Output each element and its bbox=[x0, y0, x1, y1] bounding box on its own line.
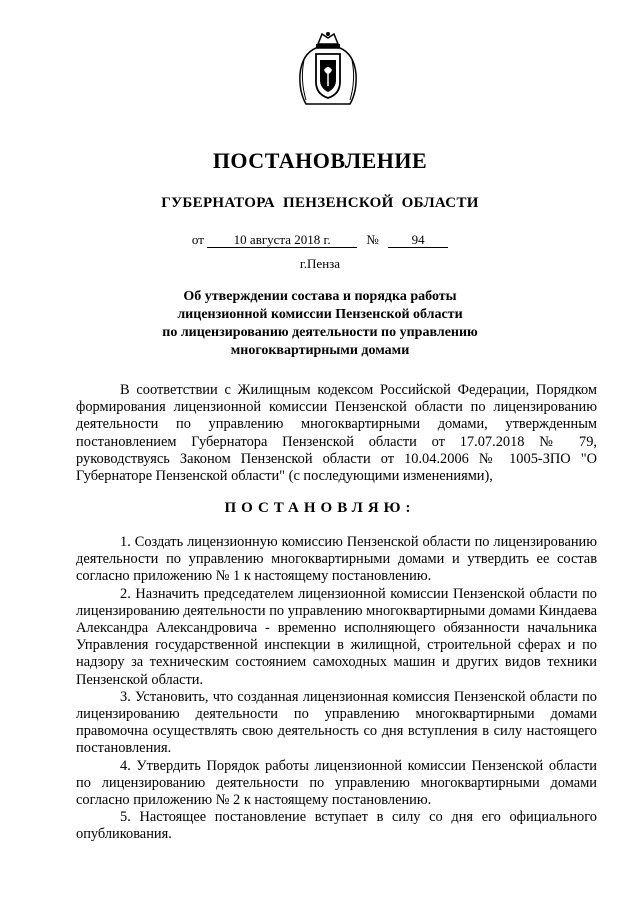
date-number-line bbox=[0, 232, 640, 248]
document-heading bbox=[140, 288, 500, 360]
number-label: № bbox=[366, 232, 379, 247]
date-prefix: от bbox=[191, 232, 204, 247]
penza-coat-of-arms-icon bbox=[296, 30, 360, 108]
decree-item: 2. Назначить председателем лицензионной комиссии Пензенской области по лицензированию деятельности по управлению многоквартирными домами Киндаева Александра Александровича - временно исполняющего обязанности начальника Управления государственной инспекции в жилищной, строительной сферах и по надзору за техническим состоянием самоходных машин и других видов техники Пензенской области. bbox=[76, 585, 597, 688]
document-city: г.Пенза bbox=[299, 256, 341, 271]
decree-items bbox=[76, 534, 597, 844]
preamble bbox=[76, 382, 597, 485]
decree-item: 1. Создать лицензионную комиссию Пензенской области по лицензированию деятельности по управлению многоквартирными домами и утвердить ее состав согласно приложению № 1 к настоящему постановлению. bbox=[76, 534, 597, 585]
decree-item: 3. Установить, что созданная лицензионная комиссия Пензенской области по лицензированию деятельности по управлению многоквартирными домами правомочна осуществлять свою деятельность со дня вступления в силу настоящего постановления. bbox=[76, 688, 597, 757]
decree-item: 4. Утвердить Порядок работы лицензионной комиссии Пензенской области по лицензированию деятельности по управлению многоквартирными домами согласно приложению № 2 к настоящему постановлению. bbox=[76, 757, 597, 809]
heading-line: лицензионной комиссии Пензенской области bbox=[177, 307, 463, 322]
decree-item: 5. Настоящее постановление вступает в силу со дня его официального опубликования. bbox=[76, 809, 597, 843]
document-number: 94 bbox=[388, 233, 448, 248]
preamble-paragraph: В соответствии с Жилищным кодексом Российской Федерации, Порядком формирования лицензионной комиссии Пензенской области по лицензированию деятельности по управлению многоквартирными домами, утвержденным постановлением Губернатора Пензенской области от 17.07.2018 № 79, руководствуясь Законом Пензенской области от 10.04.2006 № 1005-ЗПО "О Губернаторе Пензенской области" (с последующими изменениями), bbox=[76, 382, 597, 485]
heading-line: по лицензированию деятельности по управлению bbox=[162, 325, 478, 340]
decree-word: ПОСТАНОВЛЯЮ: bbox=[224, 500, 416, 516]
heading-line: многоквартирными домами bbox=[230, 343, 410, 358]
document-issuer: ГУБЕРНАТОРА ПЕНЗЕНСКОЙ ОБЛАСТИ bbox=[161, 195, 479, 211]
heading-line: Об утверждении состава и порядка работы bbox=[183, 289, 457, 304]
document-date: 10 августа 2018 г. bbox=[207, 233, 357, 248]
document-title: ПОСТАНОВЛЕНИЕ bbox=[212, 148, 428, 173]
